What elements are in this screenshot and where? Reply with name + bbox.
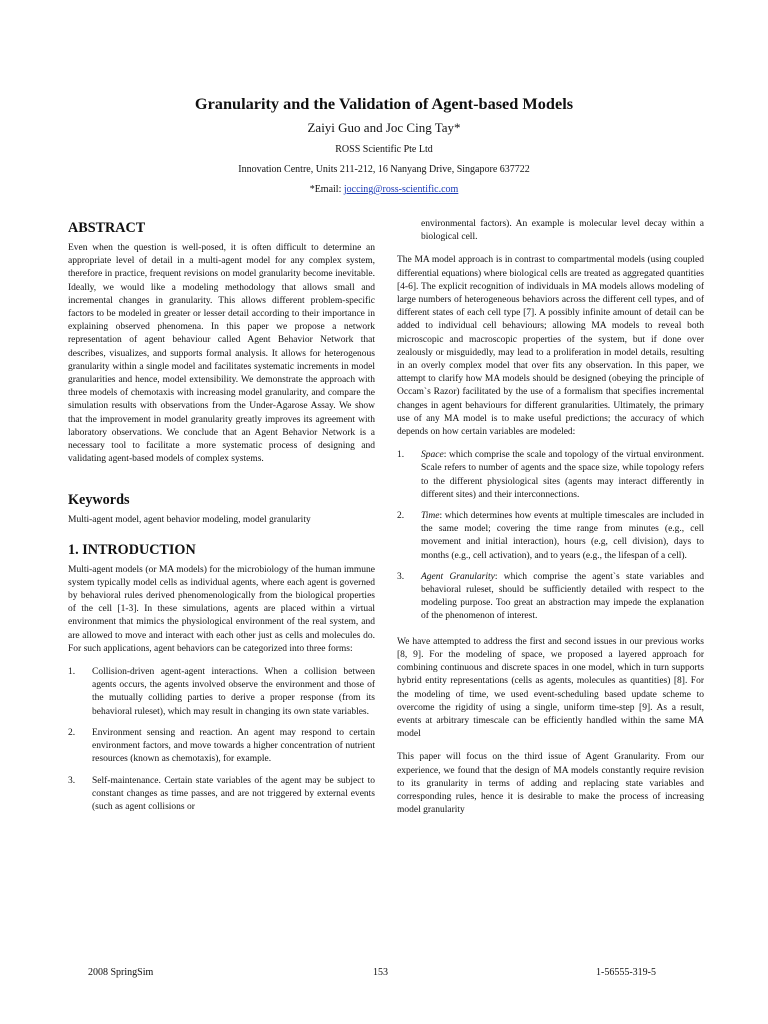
intro-heading: 1. INTRODUCTION bbox=[68, 541, 196, 558]
variables-list bbox=[397, 449, 704, 623]
paper-header bbox=[0, 94, 768, 196]
list-lead: Agent Granularity bbox=[421, 571, 495, 582]
continued-list-text: environmental factors). An example is molecular level decay within a biological cell. bbox=[421, 219, 704, 243]
right-paragraph-2: We have attempted to address the first and second issues in our previous works [8, 9]. For the modeling of space, we proposed a layered approach for combining continuous and discrete spaces in one model, which in turn supports hybrid entity representations (cells as agents, molecules as quantities) [8]. For the modeling of time, we used event-scheduling based update scheme to overcome the rigidity of using a single, uniform time-step [9]. As a result, events at arbitrary timescale can be efficiently handled within the same MA model bbox=[397, 636, 704, 740]
right-column bbox=[397, 218, 704, 817]
list-number: 1. bbox=[397, 450, 405, 461]
intro-list-item bbox=[68, 727, 375, 767]
variables-list-item bbox=[397, 571, 704, 624]
list-number: 2. bbox=[397, 511, 405, 522]
list-number: 2. bbox=[68, 727, 76, 738]
footer-page-number: 153 bbox=[373, 967, 388, 978]
list-number: 3. bbox=[68, 775, 76, 786]
list-text: Environment sensing and reaction. An agent may respond to certain environment factors, and move towards a higher concentration of nutrient resources (known as chemotaxis), for example. bbox=[92, 727, 375, 765]
paper-organization: ROSS Scientific Pte Ltd bbox=[335, 144, 433, 155]
intro-list bbox=[68, 666, 375, 814]
right-paragraph-3: This paper will focus on the third issue of Agent Granularity. From our experience, we found that the design of MA models constantly require revision to its granularity in terms of adding and replacing state variables and corresponding rules, hence it is desirable to make the process of increasing model granularity bbox=[397, 752, 704, 816]
paper-address: Innovation Centre, Units 211-212, 16 Nanyang Drive, Singapore 637722 bbox=[238, 164, 530, 175]
paper-title: Granularity and the Validation of Agent-based Models bbox=[194, 94, 574, 113]
abstract-text: Even when the question is well-posed, it is often difficult to determine an appropriate level of detail in a multi-agent model for any complex system, therefore in practice, frequent revisions on model granularity become inevitable. Ideally, we would like a modeling methodology that allows small and incremental changes in granularity. This allows different problem-specific factors to be modeled in greater or lesser detail according to their importance in explaining observed phenomena. In this paper we propose a network representation of agent behaviour called Agent Behavior Network that describes, visualizes, and supports formal analysis. It allows for heterogenous granularity within a single model and facilitates systematic increments in model granularities and hence, model extensibility. We demonstrate the approach with three models of chemotaxis with increasing model granularity, and compare the simulation results with observations from the Under-Agarose Assay. We show that the improvement in model granularity greatly improves its agreement with laboratory observations. We conclude that an Agent Behavior Network is a necessary tool to facilitate a more systematic process of designing and validating agent-based models of complex systems. bbox=[68, 243, 375, 465]
intro-paragraph: Multi-agent models (or MA models) for the microbiology of the human immune system typically model cells as individual agents, where each agent is governed by behavioral rules derived phenomenologically from the biological properties of the cell [1-3]. In these simulations, agents are placed within a virtual environment that mimics the physiological environment of the real system, and are allowed to move and interact with each other just as cells and molecules do. For such applications, agent behaviors can be categorized into three forms: bbox=[68, 564, 375, 654]
intro-list-item bbox=[68, 666, 375, 719]
list-text: : which comprise the scale and topology of the virtual environment. Scale refers to number of agents and the space size, while topology refers to the different physiological sites (agents may interact differently in different sites) and their interconnections. bbox=[421, 450, 704, 500]
intro-list-item bbox=[68, 775, 375, 815]
footer-isbn: 1-56555-319-5 bbox=[596, 967, 656, 978]
list-text: : which determines how events at multiple timescales are included in the same model; covering the time range from minutes (e.g., cell movement and initial interaction), hours (e.g, cell division), days to months (e.g., cell activation), and to years (e.g., the lifespan of a cell). bbox=[421, 511, 704, 561]
variables-list-item bbox=[397, 449, 704, 502]
list-text: Self-maintenance. Certain state variables of the agent may be subject to constant changes as time passes, and are not triggered by external events (such as agent collisions or bbox=[92, 775, 375, 812]
list-text: : which comprise the agent`s state variables and behavioral ruleset, should be sufficiently detailed with respect to the modeling purpose. Too great an abstraction may impede the explanation of the phenomenon of interest. bbox=[421, 571, 704, 622]
email-prefix: *Email: bbox=[309, 184, 344, 195]
keywords-heading: Keywords bbox=[68, 492, 130, 509]
list-text: Collision-driven agent-agent interactions. When a collision between agents occurs, the agents involved observe the environment and those of the mutually colliding parties to derive a proper response (from its behavioral ruleset), which may result in changing its own state variables. bbox=[92, 667, 375, 717]
footer-conference: 2008 SpringSim bbox=[88, 967, 154, 978]
list-number: 3. bbox=[397, 571, 405, 582]
left-column bbox=[68, 220, 375, 822]
paper-authors: Zaiyi Guo and Joc Cing Tay* bbox=[307, 120, 461, 135]
list-number: 1. bbox=[68, 667, 76, 678]
abstract-heading: ABSTRACT bbox=[68, 220, 146, 236]
list-lead: Space bbox=[421, 450, 444, 461]
paper-email-line bbox=[0, 183, 768, 196]
variables-list-item bbox=[397, 510, 704, 563]
email-link[interactable]: joccing@ross-scientific.com bbox=[343, 184, 459, 195]
list-lead: Time bbox=[421, 511, 440, 522]
keywords-text: Multi-agent model, agent behavior modeling, model granularity bbox=[68, 515, 311, 526]
right-paragraph-1: The MA model approach is in contrast to compartmental models (using coupled differential equations) where biological cells are treated as aggregated quantities [4-6]. The explicit recognition of individuals in MA models allows modeling of large numbers of heterogeneous behaviors across the different cell types, and of different states of each cell type [7]. A possibly infinite amount of detail can be added to individual cell behaviours; allowing MA models to reveal both microscopic and macroscopic properties of the system, but if done over zealously or misguidedly, may lead to a proliferation in model details, resulting in an overly complex model that over fits any observation. In this paper, we attempt to clarify how MA models should be designed (obeying the principle of Occam`s Razor) facilitated by the use of a formalism that specifies incremental changes in agent behaviours for different granularities. Ultimately, the primary use of any MA model is to make useful predictions; the accuracy of which depends on how certain variables are modeled: bbox=[397, 255, 704, 438]
